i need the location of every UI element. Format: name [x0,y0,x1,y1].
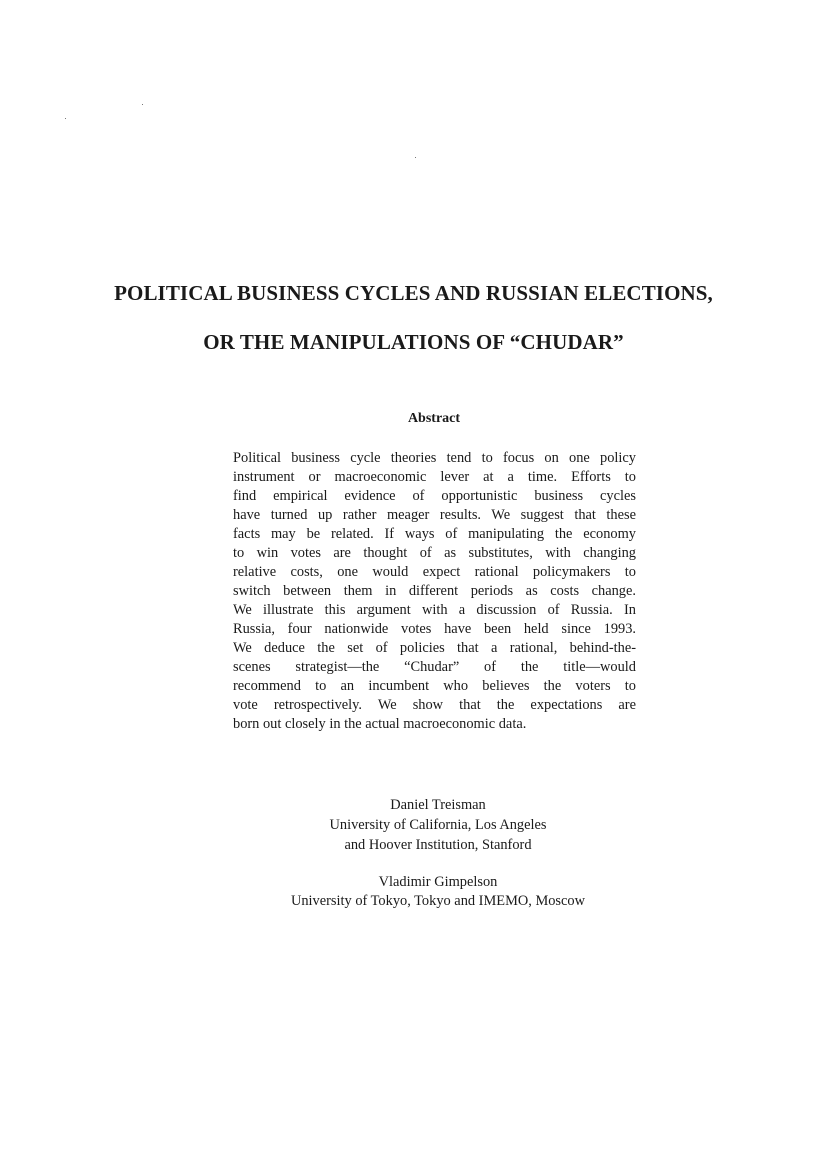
abstract-line: find empirical evidence of opportunistic business cycles [233,488,636,504]
abstract-line: We deduce the set of policies that a rational, behind-the- [233,640,636,656]
author-affiliation: University of California, Los Angeles [329,817,547,833]
abstract-line: recommend to an incumbent who believes the voters to [233,678,636,694]
abstract-line: instrument or macroeconomic lever at a time. Efforts to [233,469,636,485]
abstract-line: vote retrospectively. We show that the expectations are [233,697,636,713]
author-affiliation: and Hoover Institution, Stanford [344,837,532,853]
author-name: Vladimir Gimpelson [378,874,498,890]
abstract-line: Political business cycle theories tend to focus on one policy [233,450,636,466]
abstract-heading: Abstract [407,411,461,426]
abstract-line: We illustrate this argument with a discussion of Russia. In [233,602,636,618]
abstract-line: switch between them in different periods as costs change. [233,583,636,599]
scan-speck [142,104,143,105]
abstract-line: have turned up rather meager results. We suggest that these [233,507,636,523]
abstract-line: relative costs, one would expect rational policymakers to [233,564,636,580]
author-name: Daniel Treisman [390,797,486,813]
abstract-line: facts may be related. If ways of manipulating the economy [233,526,636,542]
abstract-body [233,449,636,734]
scan-speck [415,157,416,158]
abstract-line: scenes strategist—the “Chudar” of the title—would [233,659,636,675]
abstract-line: Russia, four nationwide votes have been held since 1993. [233,621,636,637]
paper-title-line-2: OR THE MANIPULATIONS OF “CHUDAR” [203,330,624,354]
abstract-line: born out closely in the actual macroeconomic data. [233,716,527,732]
author-affiliation: University of Tokyo, Tokyo and IMEMO, Moscow [290,893,586,909]
scan-speck [65,118,66,119]
abstract-line: to win votes are thought of as substitutes, with changing [233,545,636,561]
paper-title-line-1: POLITICAL BUSINESS CYCLES AND RUSSIAN ELECTIONS, [114,281,713,305]
